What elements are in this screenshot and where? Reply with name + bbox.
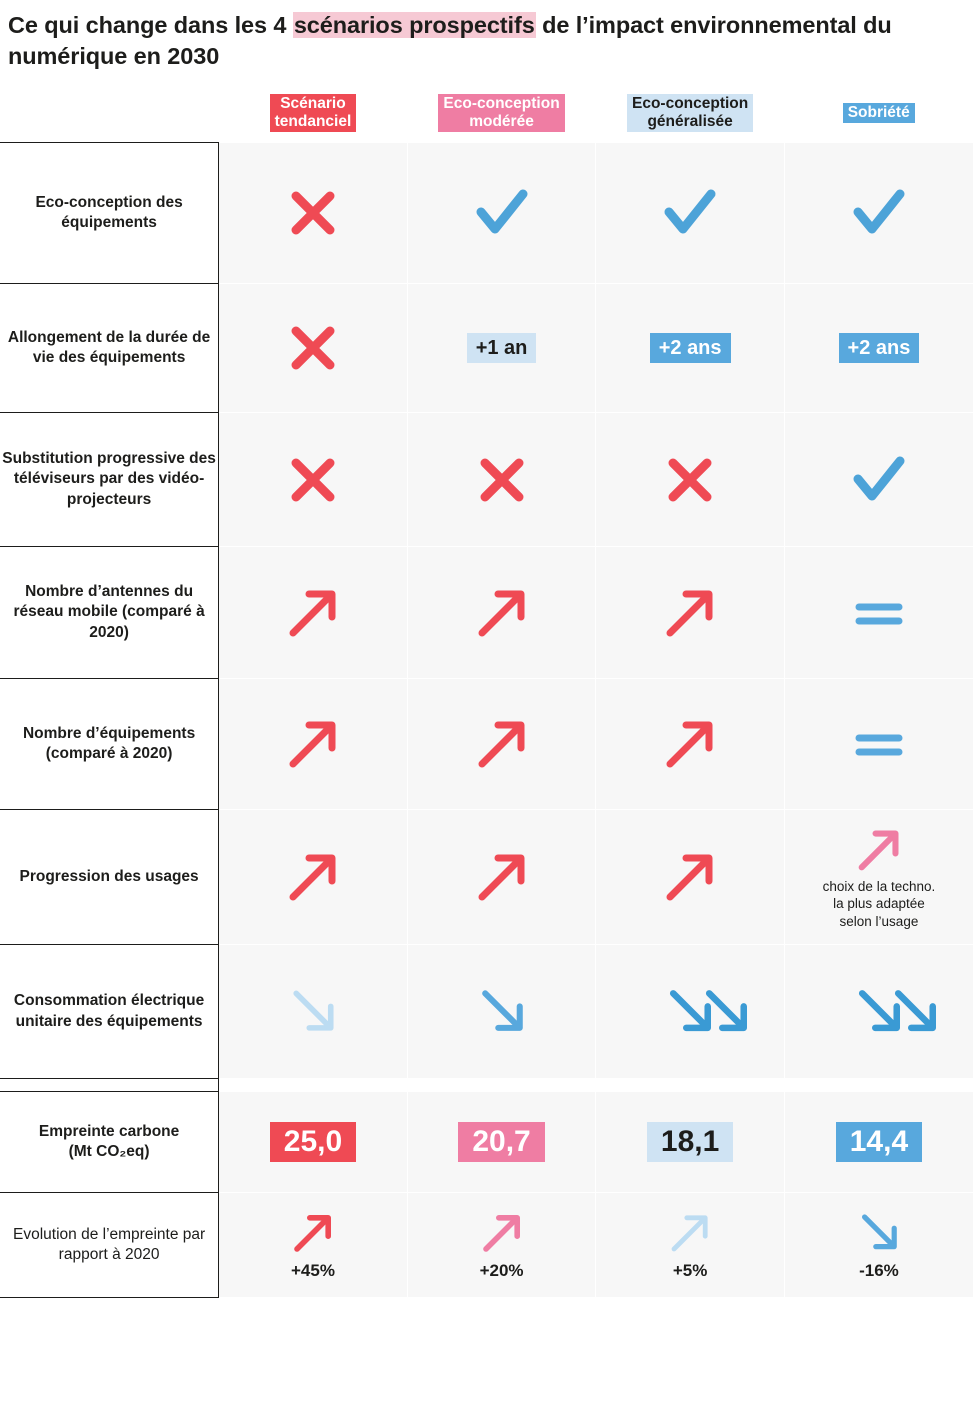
arrow-up-right-icon: [478, 1209, 526, 1257]
arrow-down-right-icon: [855, 1209, 903, 1257]
arrow-up-right-icon: [289, 1209, 337, 1257]
cell-empreinte-generalisee: [596, 1092, 785, 1193]
cell-note: [823, 878, 936, 930]
check-icon: [661, 187, 719, 239]
note-line-1: choix de la techno.: [822, 879, 936, 895]
cross-icon: [287, 322, 339, 374]
table-row: [0, 1193, 973, 1298]
mark-container: [219, 1092, 407, 1192]
arrow-up-right-icon: [660, 583, 720, 643]
cell-substitution-moderee: [407, 413, 596, 547]
cell-evolution-tendanciel: [219, 1193, 408, 1298]
cell-antennes-generalisee: [596, 547, 785, 679]
cell-substitution-tendanciel: [219, 413, 408, 547]
duration-badge: +2 ans: [650, 333, 731, 363]
cell-equipements-tendanciel: [219, 679, 408, 810]
cross-icon: [287, 454, 339, 506]
arrow-up-right-icon: [283, 847, 343, 907]
cell-antennes-sobriete: [784, 547, 973, 679]
column-header-chip: [843, 103, 915, 123]
check-icon: [850, 454, 908, 506]
cross-icon: [664, 454, 716, 506]
row-label-eco-conception-equipements: Eco-conception des équipements: [0, 143, 219, 284]
chip-line-1: Eco-conception: [631, 94, 749, 112]
cell-consommation-tendanciel: [219, 945, 408, 1079]
separator-cell: [784, 1079, 973, 1092]
cell-usages-generalisee: [596, 810, 785, 945]
cell-substitution-sobriete: [784, 413, 973, 547]
evolution-percent: -16%: [859, 1261, 899, 1281]
cell-usages-moderee: [407, 810, 596, 945]
row-label-allongement-duree-vie: Allongement de la durée de vie des équipements: [0, 284, 219, 413]
table-row: [0, 143, 973, 284]
mark-container: [408, 1092, 596, 1192]
row-label-nombre-equipements: Nombre d’équipements (comparé à 2020): [0, 679, 219, 810]
cell-substitution-generalisee: [596, 413, 785, 547]
equal-icon: [851, 724, 907, 764]
evolution-percent: +5%: [672, 1261, 708, 1281]
table-row: [0, 810, 973, 945]
arrow-up-right-icon: [666, 1209, 714, 1257]
cell-antennes-tendanciel: [219, 547, 408, 679]
cell-empreinte-sobriete: [784, 1092, 973, 1193]
mark-container: [596, 945, 784, 1078]
mark-container: [596, 143, 784, 283]
chip-line-1: Scénario: [280, 94, 346, 112]
mark-container: [785, 945, 973, 1078]
section-separator: [0, 1079, 973, 1092]
chip-line-1: Eco-conception: [443, 94, 560, 112]
title-part-1: Ce qui change dans les 4: [8, 12, 293, 38]
arrow-up-right-icon: [660, 714, 720, 774]
arrow-down-right-icon: [698, 984, 754, 1040]
chip-line-1: Sobriété: [847, 103, 910, 121]
separator-cell: [407, 1079, 596, 1092]
mark-container: [596, 810, 784, 944]
table-row: [0, 547, 973, 679]
mark-container: [785, 284, 973, 412]
column-header-ecoconception-moderee: [407, 84, 596, 143]
row-label-substitution-televiseurs: Substitution progressive des téléviseurs par des vidéo-projecteurs: [0, 413, 219, 547]
column-header-tendanciel: [219, 84, 408, 143]
cell-evolution-moderee: [407, 1193, 596, 1298]
row-label-evolution-empreinte: Evolution de l’empreinte par rapport à 2020: [0, 1193, 219, 1298]
cell-consommation-moderee: [407, 945, 596, 1079]
cell-equipements-generalisee: [596, 679, 785, 810]
cell-usages-sobriete: [784, 810, 973, 945]
mark-container: [596, 547, 784, 678]
cell-eco-conception-moderee: [407, 143, 596, 284]
cell-empreinte-moderee: [407, 1092, 596, 1193]
mark-container: [785, 810, 973, 944]
mark-container: [219, 413, 407, 546]
arrow-up-right-icon: [472, 583, 532, 643]
title-part-2: de l’impact environnemental du numérique en 2030: [8, 12, 892, 70]
cell-duree-vie-tendanciel: [219, 284, 408, 413]
cell-empreinte-tendanciel: [219, 1092, 408, 1193]
carbon-value-badge: 25,0: [270, 1122, 356, 1163]
chip-line-2: tendanciel: [274, 113, 352, 131]
cell-equipements-sobriete: [784, 679, 973, 810]
row-label-nombre-antennes: Nombre d’antennes du réseau mobile (comparé à 2020): [0, 547, 219, 679]
column-header-ecoconception-generalisee: [596, 84, 785, 143]
mark-container: [219, 1193, 407, 1297]
duration-badge: +1 an: [467, 333, 537, 363]
mark-container: [596, 284, 784, 412]
mark-container: [785, 143, 973, 283]
mark-container: [596, 679, 784, 809]
mark-container: [408, 413, 596, 546]
equal-icon: [851, 593, 907, 633]
title-highlight: scénarios prospectifs: [293, 12, 535, 38]
mark-container: [408, 810, 596, 944]
cell-eco-conception-generalisee: [596, 143, 785, 284]
arrow-down-right-icon: [887, 984, 943, 1040]
mark-container: [596, 1193, 784, 1297]
arrow-up-right-icon: [283, 583, 343, 643]
arrow-up-right-icon: [472, 714, 532, 774]
separator-cell: [219, 1079, 408, 1092]
evolution-percent: +20%: [479, 1261, 524, 1281]
chip-line-2: généralisée: [647, 113, 733, 131]
mark-container: [785, 413, 973, 546]
mark-container: [785, 547, 973, 678]
mark-container: [219, 679, 407, 809]
cell-duree-vie-moderee: [407, 284, 596, 413]
arrow-up-right-icon: [472, 847, 532, 907]
separator-label-cell: [0, 1079, 219, 1092]
row-label-progression-usages: Progression des usages: [0, 810, 219, 945]
cell-eco-conception-tendanciel: [219, 143, 408, 284]
mark-container: [219, 143, 407, 283]
cell-antennes-moderee: [407, 547, 596, 679]
mark-container: [785, 1092, 973, 1192]
table-row: [0, 679, 973, 810]
column-header-chip: [270, 94, 357, 133]
mark-container: [408, 945, 596, 1078]
note-line-2: la plus adaptée: [833, 896, 925, 912]
check-icon: [850, 187, 908, 239]
mark-container: [408, 143, 596, 283]
cell-duree-vie-sobriete: [784, 284, 973, 413]
cell-consommation-generalisee: [596, 945, 785, 1079]
mark-container: [596, 413, 784, 546]
mark-container: [219, 810, 407, 944]
mark-container: [596, 1092, 784, 1192]
row-label-line-2: (Mt CO₂eq): [68, 1143, 150, 1161]
cross-icon: [287, 187, 339, 239]
cross-icon: [476, 454, 528, 506]
column-header-chip: [627, 94, 753, 133]
mark-container: [408, 679, 596, 809]
row-label-line-1: Empreinte carbone: [38, 1122, 180, 1140]
cell-usages-tendanciel: [219, 810, 408, 945]
chip-line-2: modérée: [469, 113, 534, 131]
cell-evolution-generalisee: [596, 1193, 785, 1298]
arrow-up-right-icon: [853, 824, 905, 876]
note-line-3: selon l’usage: [839, 913, 919, 929]
mark-container: [219, 547, 407, 678]
page-title: [0, 0, 973, 72]
carbon-value-badge: 14,4: [836, 1122, 922, 1163]
check-icon: [473, 187, 531, 239]
table-header-row: [0, 84, 973, 143]
mark-container: [219, 945, 407, 1078]
mark-container: [785, 1193, 973, 1297]
mark-container: [408, 547, 596, 678]
mark-container: [408, 1193, 596, 1297]
table-row: [0, 413, 973, 547]
cell-evolution-sobriete: [784, 1193, 973, 1298]
duration-badge: +2 ans: [839, 333, 920, 363]
arrow-down-right-icon: [474, 984, 530, 1040]
column-header-chip: [438, 94, 564, 133]
mark-container: [408, 284, 596, 412]
mark-container: [785, 679, 973, 809]
column-header-sobriete: [784, 84, 973, 143]
arrow-down-right-icon: [285, 984, 341, 1040]
mark-container: [219, 284, 407, 412]
cell-equipements-moderee: [407, 679, 596, 810]
table-row: [0, 1092, 973, 1193]
arrow-up-right-icon: [283, 714, 343, 774]
evolution-percent: +45%: [290, 1261, 335, 1281]
header-corner-empty: [0, 84, 219, 143]
table-row: [0, 945, 973, 1079]
scenario-comparison-table: [0, 84, 973, 1298]
cell-duree-vie-generalisee: [596, 284, 785, 413]
row-label-empreinte-carbone: [0, 1092, 219, 1193]
cell-consommation-sobriete: [784, 945, 973, 1079]
row-label-consommation-electrique: Consommation électrique unitaire des équipements: [0, 945, 219, 1079]
arrow-up-right-icon: [660, 847, 720, 907]
carbon-value-badge: 18,1: [647, 1122, 733, 1163]
cell-eco-conception-sobriete: [784, 143, 973, 284]
separator-cell: [596, 1079, 785, 1092]
table-row: [0, 284, 973, 413]
carbon-value-badge: 20,7: [458, 1122, 544, 1163]
